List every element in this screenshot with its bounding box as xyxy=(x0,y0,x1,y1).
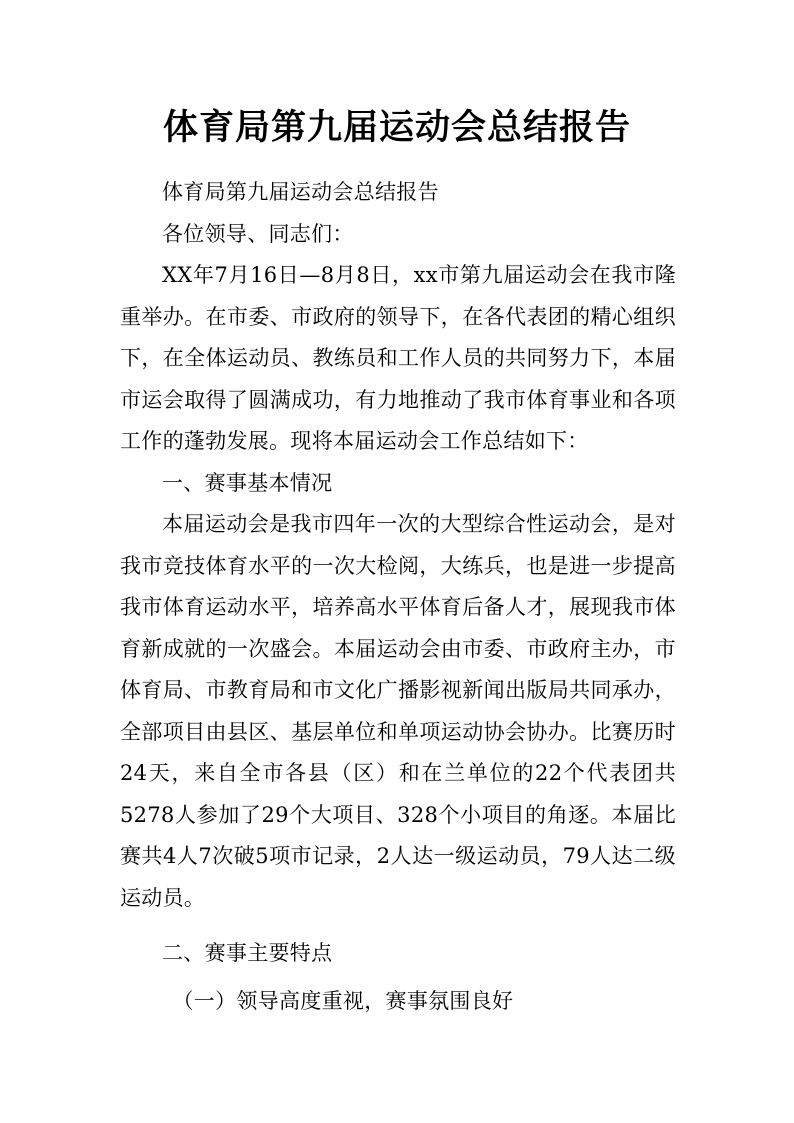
subsection-heading-leadership: （一）领导高度重视，赛事氛围良好 xyxy=(172,988,514,1013)
subtitle-paragraph: 体育局第九届运动会总结报告 xyxy=(162,180,439,204)
salutation-paragraph: 各位领导、同志们： xyxy=(162,221,354,246)
basic-info-paragraph: 本届运动会是我市四年一次的大型综合性运动会，是对我市竞技体育水平的一次大检阅，大练兵，也是进一步提高我市体育运动水平，培养高水平体育后备人才，展现我市体育新成就的一次盛会。本届运动会由市委、市政府主办，市体育局、市教育局和市文化广播影视新闻出版局共同承办，全部项目由县区、基层单位和单项运动协会协办。比赛历时24天，来自全市各县（区）和在兰单位的22个代表团共5278人参加了29个大项目、328个小项目的角逐。本届比赛共4人7次破5项市记录，2人达一级运动员，79人达二级运动员。 xyxy=(120,512,676,910)
document-title: 体育局第九届运动会总结报告 xyxy=(162,107,631,148)
section-heading-basic-info: 一、赛事基本情况 xyxy=(162,470,333,495)
document-body xyxy=(120,172,676,1022)
intro-paragraph: XX年7月16日—8月8日，xx市第九届运动会在我市隆重举办。在市委、市政府的领导下，在各代表团的精心组织下，在全体运动员、教练员和工作人员的共同努力下，本届市运会取得了圆满成功，有力地推动了我市体育事业和各项工作的蓬勃发展。现将本届运动会工作总结如下： xyxy=(120,263,676,453)
section-heading-features: 二、赛事主要特点 xyxy=(162,941,333,965)
